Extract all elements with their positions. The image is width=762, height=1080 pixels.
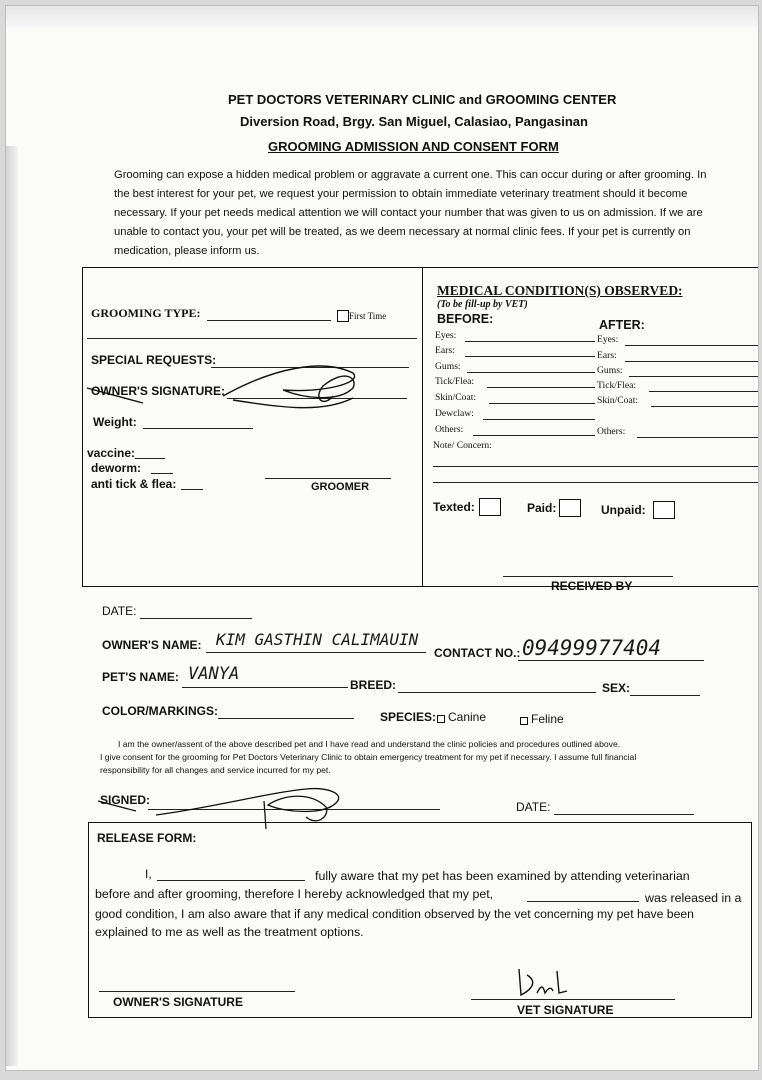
owner-signature-line[interactable] [99, 991, 295, 992]
before-eyes-line[interactable] [465, 341, 595, 342]
pet-name-line[interactable] [182, 687, 348, 688]
texted-label: Texted: [433, 500, 475, 514]
note-line-1[interactable] [433, 466, 758, 467]
pet-name-value[interactable]: VANYA [188, 664, 240, 684]
before-tickflea: Tick/Flea: [435, 376, 475, 387]
vaccine-label: vaccine: [87, 446, 136, 460]
before-ears-line[interactable] [465, 356, 595, 357]
intro-paragraph: Grooming can expose a hidden medical problem or aggravate a current one. This can occur during or after grooming. In the best interest for your pet, we request your permission to obtain immediate veterinary treatment should it become necessary. If your pet needs medical attention we will contact your number that was given to us on admission. If we are unable to contact you, your pet will be treated, as we deem necessary at normal clinic fees. If your pet is currently on medication, please inform us. [114, 169, 707, 257]
release-pet-line[interactable] [527, 901, 639, 902]
consent-line-2: I give consent for the grooming for Pet Doctors Veterinary Clinic to obtain emergency treatment for my pet if necessary. I assume full financial [100, 752, 637, 762]
contact-value[interactable]: 09499977404 [522, 636, 662, 660]
anti-tick-label: anti tick & flea: [91, 477, 177, 491]
first-time-checkbox[interactable] [337, 310, 349, 322]
after-eyes: Eyes: [597, 334, 619, 345]
anti-tick-line[interactable] [181, 489, 203, 490]
feline-checkbox[interactable] [520, 717, 528, 725]
signed-date-line[interactable] [554, 814, 694, 815]
consent-line-1: I am the owner/assent of the above described pet and I have read and understand the clinic policies and procedures outlined above. [118, 739, 621, 749]
release-text-3: good condition, I am also aware that if any medical condition observed by the vet concerning my pet have been [95, 907, 694, 921]
before-tickflea-line[interactable] [487, 387, 595, 388]
special-requests-label: SPECIAL REQUESTS: [91, 353, 217, 367]
box-divider [422, 268, 423, 586]
deworm-line[interactable] [151, 473, 173, 474]
release-owner-line[interactable] [157, 880, 305, 881]
before-others: Others: [435, 424, 464, 435]
canine-checkbox[interactable] [437, 715, 445, 723]
before-skincoat: Skin/Coat: [435, 392, 477, 403]
owner-signature-scribble-1 [83, 348, 383, 418]
vet-signature-line[interactable] [471, 999, 675, 1000]
paper-fold-left [6, 146, 18, 1066]
consent-form-page [6, 6, 758, 1070]
contact-label: CONTACT NO.: [434, 646, 521, 660]
before-heading: BEFORE: [437, 312, 494, 326]
deworm-label: deworm: [91, 461, 142, 475]
after-gums-line[interactable] [629, 376, 758, 377]
signed-label: SIGNED: [100, 793, 151, 807]
release-form-box [88, 822, 752, 1018]
groomer-label: GROOMER [311, 481, 370, 493]
unpaid-label: Unpaid: [601, 503, 646, 517]
date-label: DATE: [102, 604, 137, 618]
clinic-address: Diversion Road, Brgy. San Miguel, Calasiao, Pangasinan [240, 114, 588, 129]
sex-label: SEX: [602, 681, 631, 695]
owner-name-label: OWNER'S NAME: [102, 638, 202, 652]
release-text-2b: was released in a [645, 891, 742, 905]
breed-label: BREED: [350, 678, 397, 692]
after-ears: Ears: [597, 350, 617, 361]
unpaid-checkbox[interactable] [653, 501, 675, 519]
sex-line[interactable] [630, 695, 700, 696]
date-line[interactable] [140, 618, 252, 619]
note-line-2[interactable] [433, 482, 758, 483]
contact-line[interactable] [518, 660, 704, 661]
received-by-label: RECEIVED BY [551, 579, 633, 593]
paid-label: Paid: [527, 501, 557, 515]
after-others-line[interactable] [637, 437, 758, 438]
species-label: SPECIES: [380, 710, 437, 724]
grooming-medical-box [82, 267, 758, 593]
signed-date-label: DATE: [516, 800, 551, 814]
before-gums-line[interactable] [467, 372, 595, 373]
weight-line[interactable] [143, 428, 253, 429]
after-others: Others: [597, 426, 626, 437]
before-ears: Ears: [435, 345, 455, 356]
before-dewclaw-line[interactable] [483, 419, 595, 420]
color-markings-line[interactable] [218, 718, 354, 719]
form-title: GROOMING ADMISSION AND CONSENT FORM [268, 139, 559, 154]
after-tickflea-line[interactable] [649, 391, 758, 392]
before-eyes: Eyes: [435, 330, 457, 341]
release-i: I, [145, 867, 152, 881]
after-skincoat: Skin/Coat: [597, 395, 639, 406]
consent-line-3: responsibility for all changes and service incurred for my pet. [100, 765, 331, 775]
weight-label: Weight: [93, 415, 137, 429]
canine-label: Canine [448, 710, 487, 724]
after-gums: Gums: [597, 365, 623, 376]
release-text-1: fully aware that my pet has been examined by attending veterinarian [315, 869, 690, 883]
before-skincoat-line[interactable] [489, 403, 595, 404]
release-text-4: explained to me as well as the treatment options. [95, 925, 364, 939]
breed-line[interactable] [398, 692, 596, 693]
grooming-type-line[interactable] [207, 320, 331, 321]
vaccine-line[interactable] [135, 458, 165, 459]
paid-checkbox[interactable] [559, 499, 581, 517]
after-heading: AFTER: [599, 318, 645, 332]
color-markings-label: COLOR/MARKINGS: [102, 704, 218, 718]
owner-signature-label: OWNER'S SIGNATURE [113, 995, 243, 1009]
before-dewclaw: Dewclaw: [435, 408, 474, 419]
groomer-line[interactable] [265, 478, 391, 479]
vet-signature-scribble [513, 963, 573, 1003]
note-concern-label: Note/ Concern: [433, 440, 492, 451]
vet-signature-label: VET SIGNATURE [517, 1003, 614, 1017]
after-skincoat-line[interactable] [651, 406, 758, 407]
release-text-2a: before and after grooming, therefore I hereby acknowledged that my pet, [95, 887, 494, 901]
owners-signature-label: OWNER'S SIGNATURE: [91, 384, 225, 398]
medical-subtitle: (To be fill-up by VET) [437, 299, 528, 310]
paper-fold-top [6, 6, 758, 28]
release-title: RELEASE FORM: [97, 831, 197, 845]
pet-name-label: PET'S NAME: [102, 670, 179, 684]
received-by-line[interactable] [503, 576, 673, 577]
before-others-line[interactable] [473, 435, 595, 436]
owner-name-value[interactable]: KIM GASTHIN CALIMAUIN [216, 630, 419, 649]
before-gums: Gums: [435, 361, 461, 372]
medical-title: MEDICAL CONDITION(S) OBSERVED: [437, 283, 683, 298]
feline-label: Feline [531, 712, 564, 726]
after-eyes-line[interactable] [625, 345, 758, 346]
grooming-type-line-2[interactable] [87, 338, 417, 339]
owner-name-line[interactable] [206, 652, 426, 653]
clinic-name: PET DOCTORS VETERINARY CLINIC and GROOMING CENTER [228, 92, 617, 107]
texted-checkbox[interactable] [479, 498, 501, 516]
after-ears-line[interactable] [625, 361, 758, 362]
first-time-label: First Time [349, 311, 387, 321]
grooming-type-label: GROOMING TYPE: [91, 306, 201, 320]
after-tickflea: Tick/Flea: [597, 380, 637, 391]
